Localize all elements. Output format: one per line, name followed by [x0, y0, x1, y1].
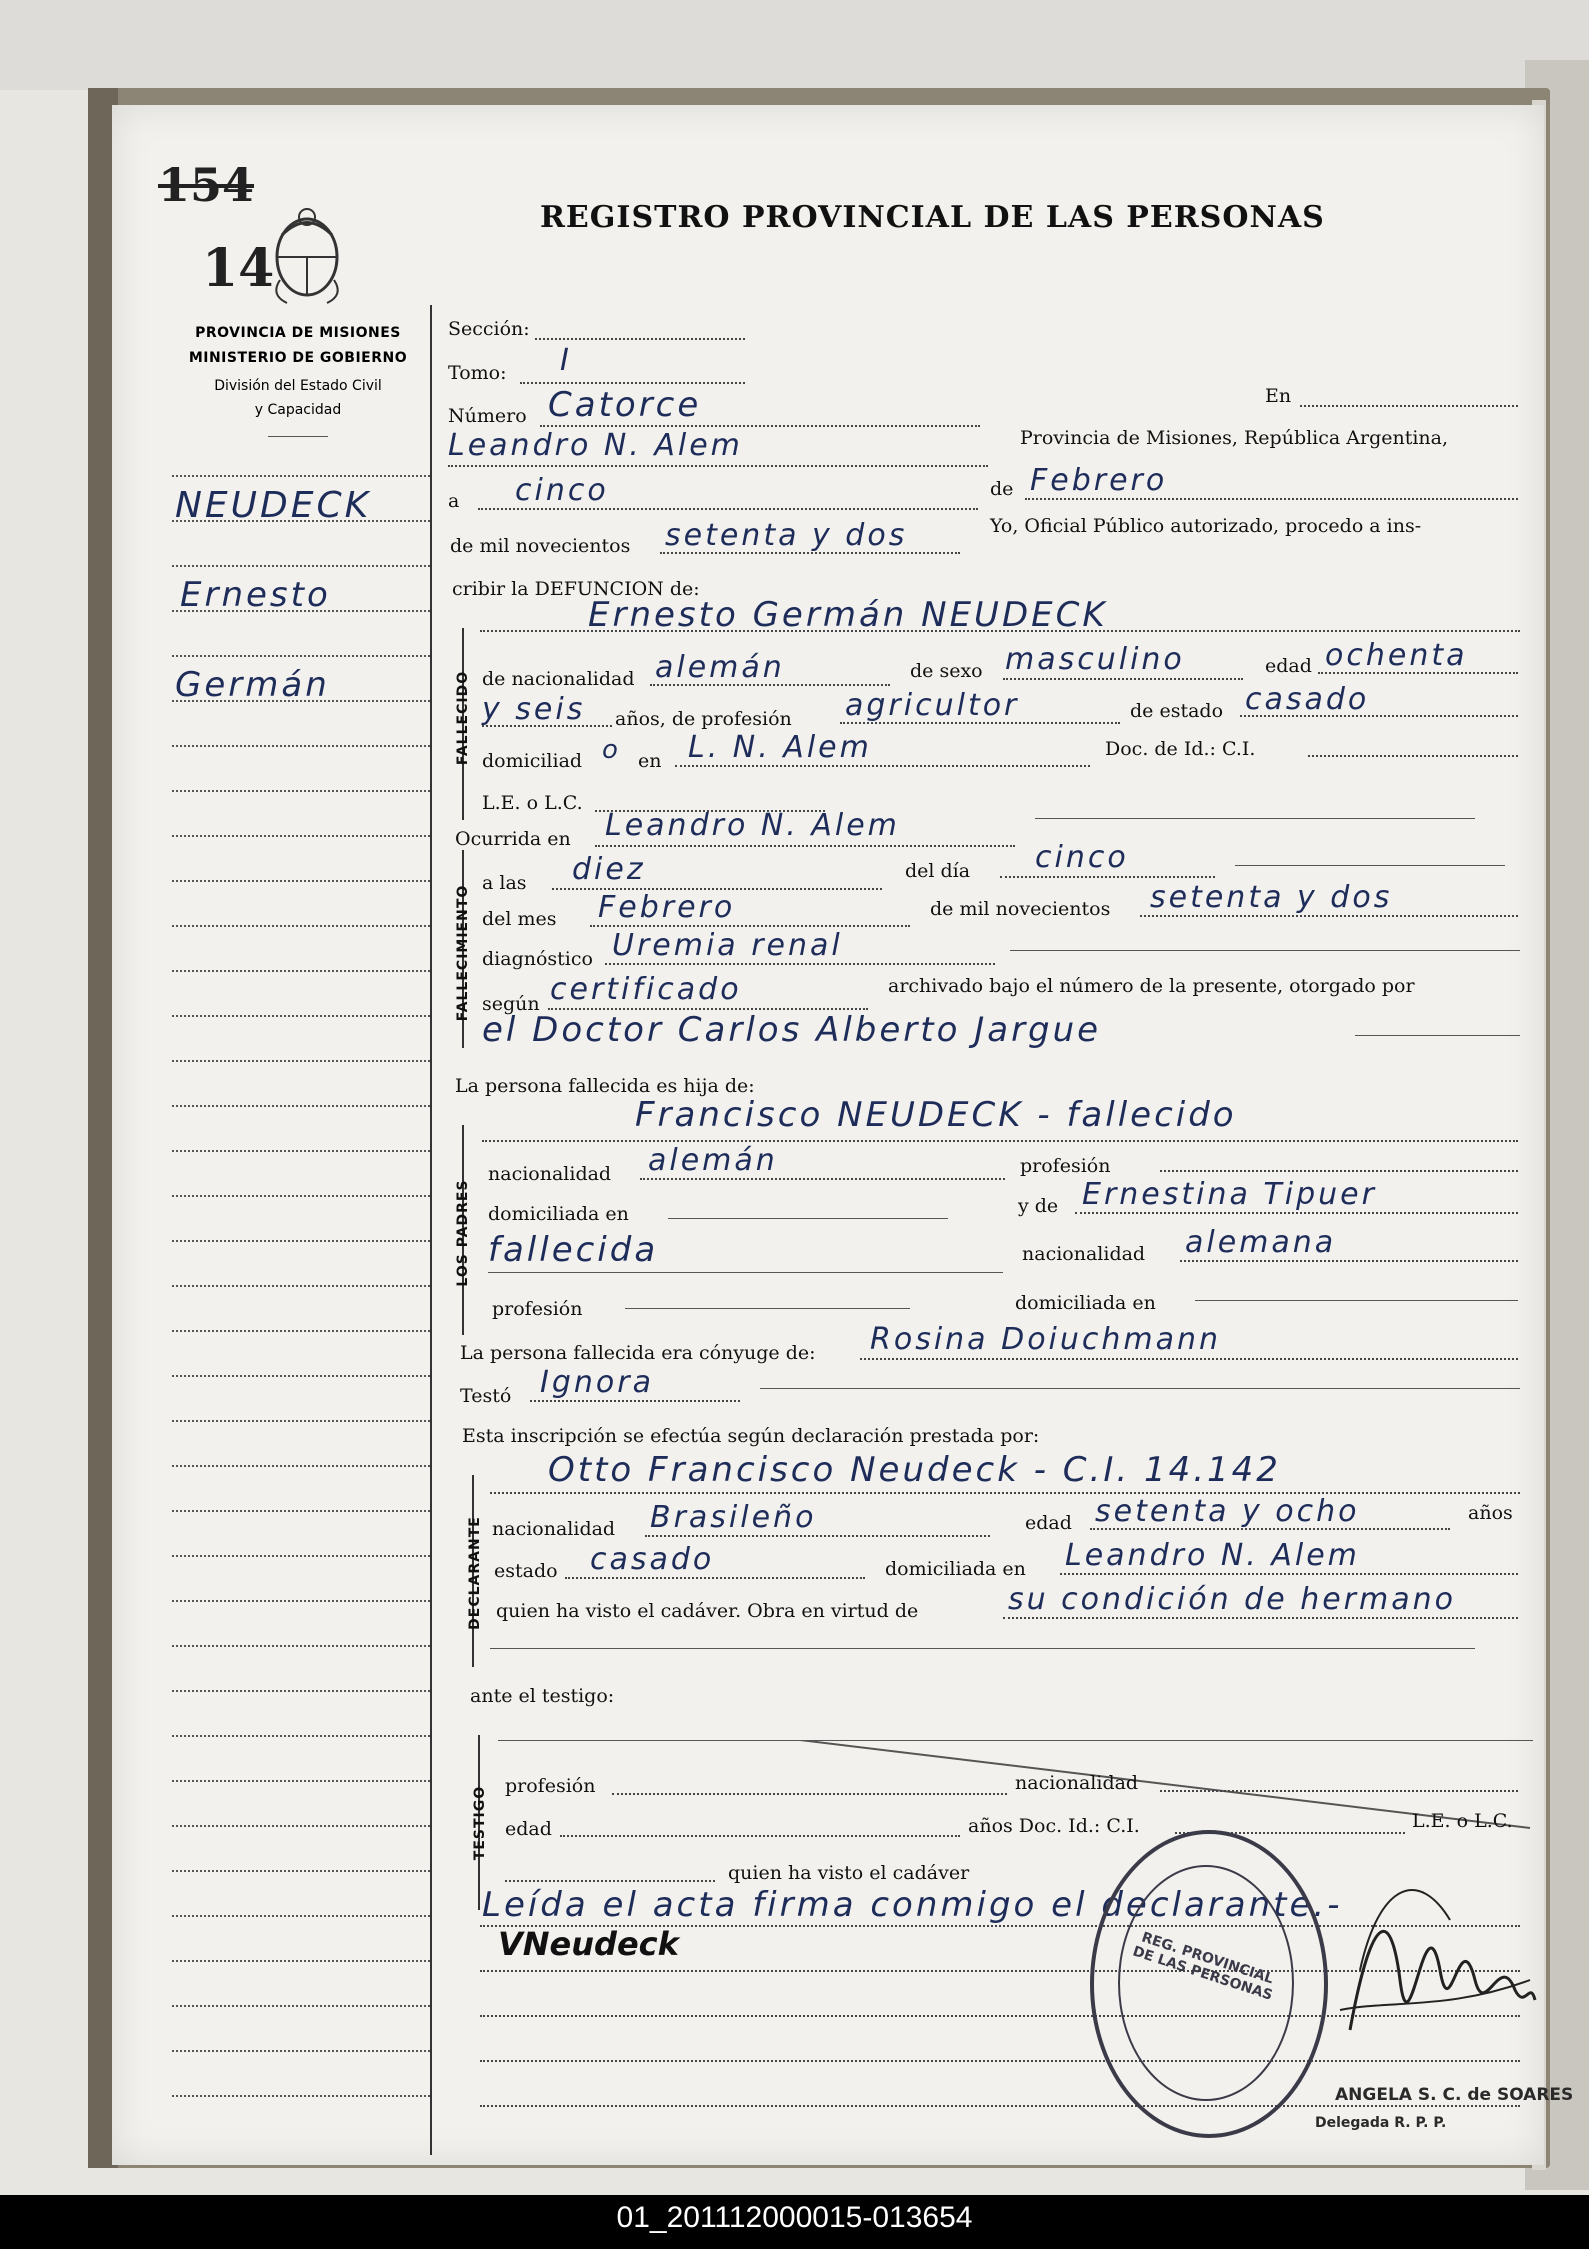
- diagnostico-label: diagnóstico: [482, 948, 593, 970]
- en-line: [1300, 405, 1518, 407]
- diagnostico-value: Uremia renal: [612, 928, 843, 963]
- province-text: Provincia de Misiones, República Argentina,: [1020, 427, 1449, 449]
- estado-declarante-value: casado: [590, 1542, 715, 1577]
- mother-status-line: [488, 1272, 1003, 1273]
- nacionalidad-line: [650, 684, 890, 686]
- ocurrida-line: [595, 845, 1015, 847]
- fallecimiento-section-label: FALLECIMIENTO: [455, 884, 471, 1022]
- domicilio-declarante-line: [1060, 1573, 1518, 1575]
- sexo-line: [1003, 678, 1243, 680]
- month-line: [1025, 498, 1518, 500]
- inscribir-text: cribir la DEFUNCION de:: [452, 578, 700, 600]
- conyuge-value: Rosina Doiuchmann: [870, 1322, 1222, 1357]
- anos-doc-label: años Doc. Id.: C.I.: [968, 1815, 1140, 1837]
- mother-status: fallecida: [488, 1230, 659, 1270]
- day-value: cinco: [515, 473, 609, 508]
- seccion-line: [535, 338, 745, 340]
- y-de-label: y de: [1018, 1195, 1059, 1217]
- declarante-section-label: DECLARANTE: [467, 1516, 483, 1630]
- seal-text: REG. PROVINCIAL DE LAS PERSONAS: [1130, 1929, 1276, 2004]
- domicilio-madre-line: [1195, 1300, 1518, 1301]
- de-mil-label: de mil novecientos: [930, 898, 1111, 920]
- year-value: setenta y dos: [665, 518, 908, 553]
- nacionalidad-madre-value: alemana: [1185, 1225, 1337, 1260]
- profesion-testigo-label: profesión: [505, 1775, 596, 1797]
- yo-text: Yo, Oficial Público autorizado, procedo a ins-: [990, 515, 1422, 537]
- domicilio-value: L. N. Alem: [688, 730, 872, 765]
- declarante-line: [490, 1492, 1520, 1494]
- numero-value: Catorce: [548, 385, 702, 425]
- nacionalidad-testigo-line: [1160, 1790, 1518, 1792]
- mes-line: [590, 925, 910, 927]
- profesion-madre-label: profesión: [492, 1298, 583, 1320]
- a-las-label: a las: [482, 872, 527, 894]
- closing-line-5: [480, 2105, 1520, 2107]
- visto-testigo-label: quien ha visto el cadáver: [728, 1862, 970, 1884]
- coat-of-arms-icon: [262, 205, 352, 310]
- profesion-madre-line: [625, 1308, 910, 1309]
- declaracion-text: Esta inscripción se efectúa según declaración prestada por:: [462, 1425, 1040, 1447]
- anio-line: [1140, 915, 1518, 917]
- day-line: [478, 508, 978, 510]
- edad-line: [1318, 672, 1518, 674]
- ocurrida-label: Ocurrida en: [455, 828, 571, 850]
- numero-label: Número: [448, 405, 527, 427]
- nacionalidad-padre-value: alemán: [648, 1143, 778, 1178]
- margin-surname: NEUDECK: [175, 485, 372, 526]
- visto-label: quien ha visto el cadáver. Obra en virtud de: [496, 1600, 919, 1622]
- nacionalidad-value: alemán: [655, 650, 785, 685]
- edad-value-2: y seis: [482, 692, 586, 727]
- folio-number-old: 154: [158, 158, 255, 212]
- testo-value: Ignora: [540, 1365, 654, 1400]
- folio-number: 14: [202, 238, 275, 299]
- tomo-value: I: [560, 343, 572, 378]
- diagnostico-line-2: [1010, 950, 1520, 951]
- estado-label: de estado: [1130, 700, 1224, 722]
- profesion-padre-line: [1160, 1170, 1518, 1172]
- filename-bar: [0, 2195, 1589, 2249]
- edad-testigo-label: edad: [505, 1818, 552, 1840]
- nacionalidad-declarante-line: [645, 1535, 990, 1537]
- tomo-line: [520, 382, 745, 384]
- domicilio-padre-label: domiciliada en: [488, 1203, 629, 1225]
- testo-line: [530, 1400, 740, 1402]
- dia-value: cinco: [1035, 840, 1129, 875]
- edad-value-1: ochenta: [1325, 638, 1468, 673]
- mes-value: Febrero: [598, 890, 736, 925]
- profesion-padre-label: profesión: [1020, 1155, 1111, 1177]
- anio-value: setenta y dos: [1150, 880, 1393, 915]
- padres-section-label: LOS PADRES: [455, 1179, 471, 1287]
- domiciliado-suffix: o: [602, 735, 621, 765]
- numero-line: [540, 425, 980, 427]
- profesion-line: [840, 722, 1120, 724]
- sexo-label: de sexo: [910, 660, 983, 682]
- visto-testigo-line: [505, 1880, 715, 1882]
- sexo-value: masculino: [1005, 642, 1185, 677]
- edad-declarante-value: setenta y ocho: [1095, 1494, 1360, 1529]
- nacionalidad-padre-line: [640, 1178, 1005, 1180]
- dia-line: [1000, 876, 1215, 878]
- edad-declarante-line: [1090, 1528, 1450, 1530]
- a-label: a: [448, 490, 460, 512]
- domicilio-line: [675, 765, 1090, 767]
- estado-line: [1240, 715, 1518, 717]
- anos-declarante-label: años: [1468, 1502, 1513, 1524]
- ante-label: ante el testigo:: [470, 1685, 615, 1707]
- header-underline: [268, 436, 328, 437]
- conyuge-label: La persona fallecida era cónyuge de:: [460, 1342, 816, 1364]
- division-capacity: y Capacidad: [254, 402, 342, 418]
- estado-declarante-label: estado: [494, 1560, 558, 1582]
- place-value: Leandro N. Alem: [448, 428, 743, 463]
- domicilio-declarante-label: domiciliada en: [885, 1558, 1026, 1580]
- margin-name-first: Ernesto: [180, 575, 331, 615]
- estado-declarante-line: [565, 1577, 865, 1579]
- place-line: [448, 465, 988, 467]
- del-dia-label: del día: [905, 860, 971, 882]
- year-prefix: de mil novecientos: [450, 535, 631, 557]
- declarant-signature: VNeudeck: [498, 1925, 679, 1963]
- official-title: Delegada R. P. P.: [1315, 2115, 1447, 2131]
- estado-value: casado: [1245, 682, 1370, 717]
- declarante-value: Otto Francisco Neudeck - C.I. 14.142: [548, 1450, 1281, 1490]
- mother-value: Ernestina Tipuer: [1082, 1177, 1377, 1212]
- doc-line: [1308, 755, 1518, 757]
- dia-line-2: [1235, 865, 1505, 866]
- doctor-value: el Doctor Carlos Alberto Jargue: [482, 1010, 1102, 1050]
- anos-profesion-label: años, de profesión: [615, 708, 792, 730]
- virtud-value: su condición de hermano: [1008, 1582, 1456, 1617]
- domicilio-madre-label: domiciliada en: [1015, 1292, 1156, 1314]
- nacionalidad-testigo-label: nacionalidad: [1015, 1772, 1139, 1794]
- nacionalidad-padre-label: nacionalidad: [488, 1163, 612, 1185]
- edad-line-2: [482, 725, 612, 727]
- profesion-testigo-line: [612, 1793, 1007, 1795]
- mother-line: [1075, 1212, 1518, 1214]
- tomo-label: Tomo:: [448, 362, 507, 384]
- conyuge-line: [860, 1358, 1518, 1360]
- le-testigo-label: L.E. o L.C.: [1412, 1810, 1513, 1832]
- official-name: ANGELA S. C. de SOARES: [1335, 2085, 1574, 2105]
- edad-declarante-label: edad: [1025, 1512, 1072, 1534]
- domiciliado-label: domiciliad: [482, 750, 583, 772]
- testo-label: Testó: [460, 1385, 512, 1407]
- page-title: REGISTRO PROVINCIAL DE LAS PERSONAS: [540, 200, 1325, 235]
- edad-label: edad: [1265, 655, 1312, 677]
- filename-label: 01_201112000015-013654: [616, 2201, 973, 2234]
- month-value: Febrero: [1030, 463, 1168, 498]
- en-domicilio-label: en: [638, 750, 662, 772]
- domicilio-declarante-value: Leandro N. Alem: [1065, 1538, 1360, 1573]
- segun-value: certificado: [550, 972, 742, 1007]
- doc-label: Doc. de Id.: C.I.: [1105, 738, 1256, 760]
- margin-divider: [430, 305, 432, 2155]
- de-label: de: [990, 478, 1014, 500]
- virtud-line: [1003, 1617, 1518, 1619]
- father-line: [482, 1140, 1518, 1142]
- margin-name-second: Germán: [175, 665, 330, 705]
- ocurrida-value: Leandro N. Alem: [605, 808, 900, 843]
- division-name: División del Estado Civil: [214, 378, 382, 394]
- en-label: En: [1265, 385, 1292, 407]
- deceased-name-line: [480, 630, 1520, 632]
- closing-statement: Leída el acta firma conmigo el declarante.-: [482, 1885, 1343, 1925]
- del-mes-label: del mes: [482, 908, 557, 930]
- nacionalidad-madre-line: [1180, 1260, 1518, 1262]
- year-line: [660, 552, 960, 554]
- seccion-label: Sección:: [448, 318, 530, 340]
- testo-line-2: [760, 1388, 1520, 1389]
- doctor-line: [1355, 1035, 1520, 1036]
- edad-testigo-line: [560, 1835, 960, 1837]
- father-value: Francisco NEUDECK - fallecido: [635, 1095, 1237, 1135]
- archivado-text: archivado bajo el número de la presente, otorgado por: [888, 975, 1415, 997]
- testigo-section-label: TESTIGO: [472, 1785, 488, 1861]
- le-label: L.E. o L.C.: [482, 792, 583, 814]
- hora-value: diez: [572, 852, 646, 887]
- segun-label: según: [482, 993, 540, 1015]
- ministry-name: MINISTERIO DE GOBIERNO: [188, 350, 408, 366]
- hija-label: La persona fallecida es hija de:: [455, 1075, 755, 1097]
- official-signature: [1330, 1860, 1540, 2090]
- virtud-line-2: [490, 1648, 1475, 1649]
- nacionalidad-madre-label: nacionalidad: [1022, 1243, 1146, 1265]
- province-name: PROVINCIA DE MISIONES: [195, 325, 401, 341]
- background-top: [0, 0, 1589, 90]
- profesion-value: agricultor: [845, 688, 1020, 723]
- nacionalidad-label: de nacionalidad: [482, 668, 635, 690]
- nacionalidad-declarante-label: nacionalidad: [492, 1518, 616, 1540]
- nacionalidad-declarante-value: Brasileño: [650, 1500, 817, 1535]
- deceased-name: Ernesto Germán NEUDECK: [588, 595, 1108, 635]
- diagnostico-line: [605, 963, 995, 965]
- fallecido-section-label: FALLECIDO: [455, 670, 471, 766]
- domicilio-padre-line: [668, 1218, 948, 1219]
- ocurrida-line-2: [1035, 818, 1475, 819]
